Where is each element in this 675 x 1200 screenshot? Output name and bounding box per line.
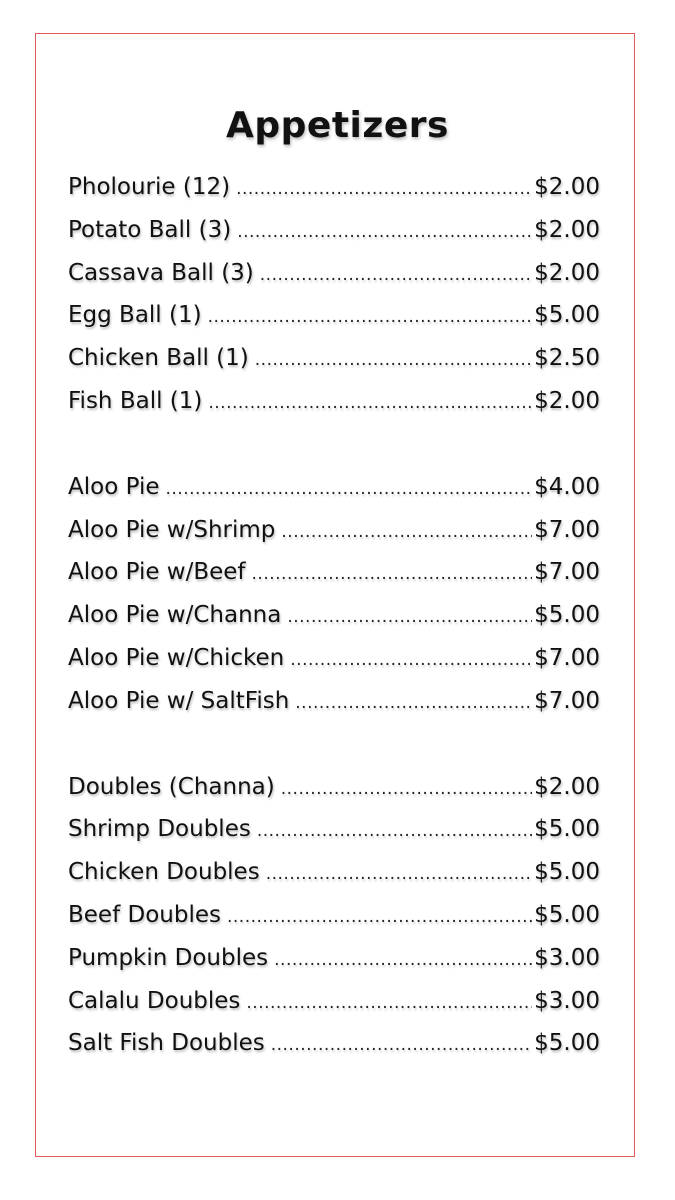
menu-item bbox=[68, 380, 600, 423]
menu-item bbox=[68, 637, 600, 680]
menu-item-name: Aloo Pie w/Beef bbox=[68, 559, 246, 586]
dot-leader bbox=[290, 639, 532, 682]
menu-item-price: $5.00 bbox=[534, 901, 600, 928]
dot-leader bbox=[271, 1024, 532, 1067]
menu-item-name: Chicken Ball (1) bbox=[68, 345, 249, 372]
menu-item-price: $5.00 bbox=[534, 859, 600, 886]
dot-leader bbox=[208, 296, 533, 339]
menu-item-name: Pholourie (12) bbox=[68, 174, 231, 200]
menu-item-price: $5.00 bbox=[534, 302, 600, 329]
menu-item-name: Chicken Doubles bbox=[68, 859, 260, 886]
dot-leader bbox=[281, 768, 532, 811]
menu-item bbox=[68, 337, 600, 380]
menu-item bbox=[68, 294, 600, 337]
dot-leader bbox=[287, 596, 532, 639]
menu-item-price: $3.00 bbox=[534, 944, 600, 971]
menu-item-price: $2.00 bbox=[534, 216, 600, 243]
dot-leader bbox=[208, 382, 532, 425]
menu-item-price: $7.00 bbox=[534, 559, 600, 586]
menu-item-name: Salt Fish Doubles bbox=[68, 1030, 265, 1057]
menu-item bbox=[68, 209, 600, 252]
menu-item-name: Cassava Ball (3) bbox=[68, 259, 254, 286]
menu-item-name: Shrimp Doubles bbox=[68, 816, 251, 843]
menu-item-price: $7.00 bbox=[534, 644, 600, 671]
dot-leader bbox=[257, 810, 532, 853]
dot-leader bbox=[227, 896, 532, 939]
dot-leader bbox=[236, 168, 532, 211]
menu-item-name: Calalu Doubles bbox=[68, 987, 241, 1014]
dot-leader bbox=[246, 982, 532, 1025]
menu-item-name: Aloo Pie w/Chicken bbox=[68, 644, 285, 671]
menu-item bbox=[68, 551, 600, 594]
menu-item-name: Aloo Pie w/Channa bbox=[68, 602, 282, 629]
dot-leader bbox=[255, 339, 532, 382]
dot-leader bbox=[252, 553, 533, 596]
menu-item-name: Aloo Pie bbox=[68, 473, 160, 500]
menu-item-name: Beef Doubles bbox=[68, 901, 221, 928]
menu-item bbox=[68, 808, 600, 851]
menu-item-name: Egg Ball (1) bbox=[68, 302, 202, 329]
menu-item bbox=[68, 509, 600, 552]
menu-item-price: $5.00 bbox=[534, 1030, 600, 1057]
menu-item bbox=[68, 980, 600, 1023]
menu-item-price: $7.00 bbox=[534, 516, 600, 543]
menu-item bbox=[68, 937, 600, 980]
menu-section bbox=[68, 166, 600, 423]
menu-item-price: $2.00 bbox=[534, 387, 600, 414]
menu-item bbox=[68, 252, 600, 295]
dot-leader bbox=[274, 939, 532, 982]
menu-item-price: $3.00 bbox=[534, 987, 600, 1014]
menu-item bbox=[68, 166, 600, 209]
menu-section bbox=[68, 766, 600, 1066]
menu-item-name: Aloo Pie w/ SaltFish bbox=[68, 687, 290, 714]
menu-item bbox=[68, 680, 600, 723]
page-title: Appetizers bbox=[226, 105, 449, 147]
dot-leader bbox=[237, 211, 532, 254]
menu-item-name: Fish Ball (1) bbox=[68, 387, 203, 414]
dot-leader bbox=[281, 511, 532, 554]
menu-section bbox=[68, 466, 600, 723]
menu-item bbox=[68, 466, 600, 509]
menu-item-price: $7.00 bbox=[534, 687, 600, 714]
dot-leader bbox=[295, 682, 532, 725]
menu-item bbox=[68, 766, 600, 809]
menu-item-name: Pumpkin Doubles bbox=[68, 944, 269, 971]
menu-item-price: $2.50 bbox=[534, 345, 600, 372]
menu-item bbox=[68, 1022, 600, 1065]
dot-leader bbox=[165, 468, 532, 511]
menu-list bbox=[68, 166, 600, 1065]
menu-item-name: Aloo Pie w/Shrimp bbox=[68, 516, 276, 543]
menu-item-price: $4.00 bbox=[534, 473, 600, 500]
menu-item-name: Doubles (Channa) bbox=[68, 773, 275, 800]
menu-item-price: $2.00 bbox=[534, 773, 600, 800]
menu-item bbox=[68, 594, 600, 637]
menu-item-name: Potato Ball (3) bbox=[68, 216, 232, 243]
menu-item bbox=[68, 851, 600, 894]
menu-item-price: $5.00 bbox=[534, 602, 600, 629]
dot-leader bbox=[260, 254, 532, 297]
menu-item-price: $2.00 bbox=[534, 259, 600, 286]
menu-item-price: $5.00 bbox=[534, 816, 600, 843]
menu-item-price: $2.00 bbox=[534, 174, 600, 200]
menu-item bbox=[68, 894, 600, 937]
dot-leader bbox=[266, 853, 532, 896]
